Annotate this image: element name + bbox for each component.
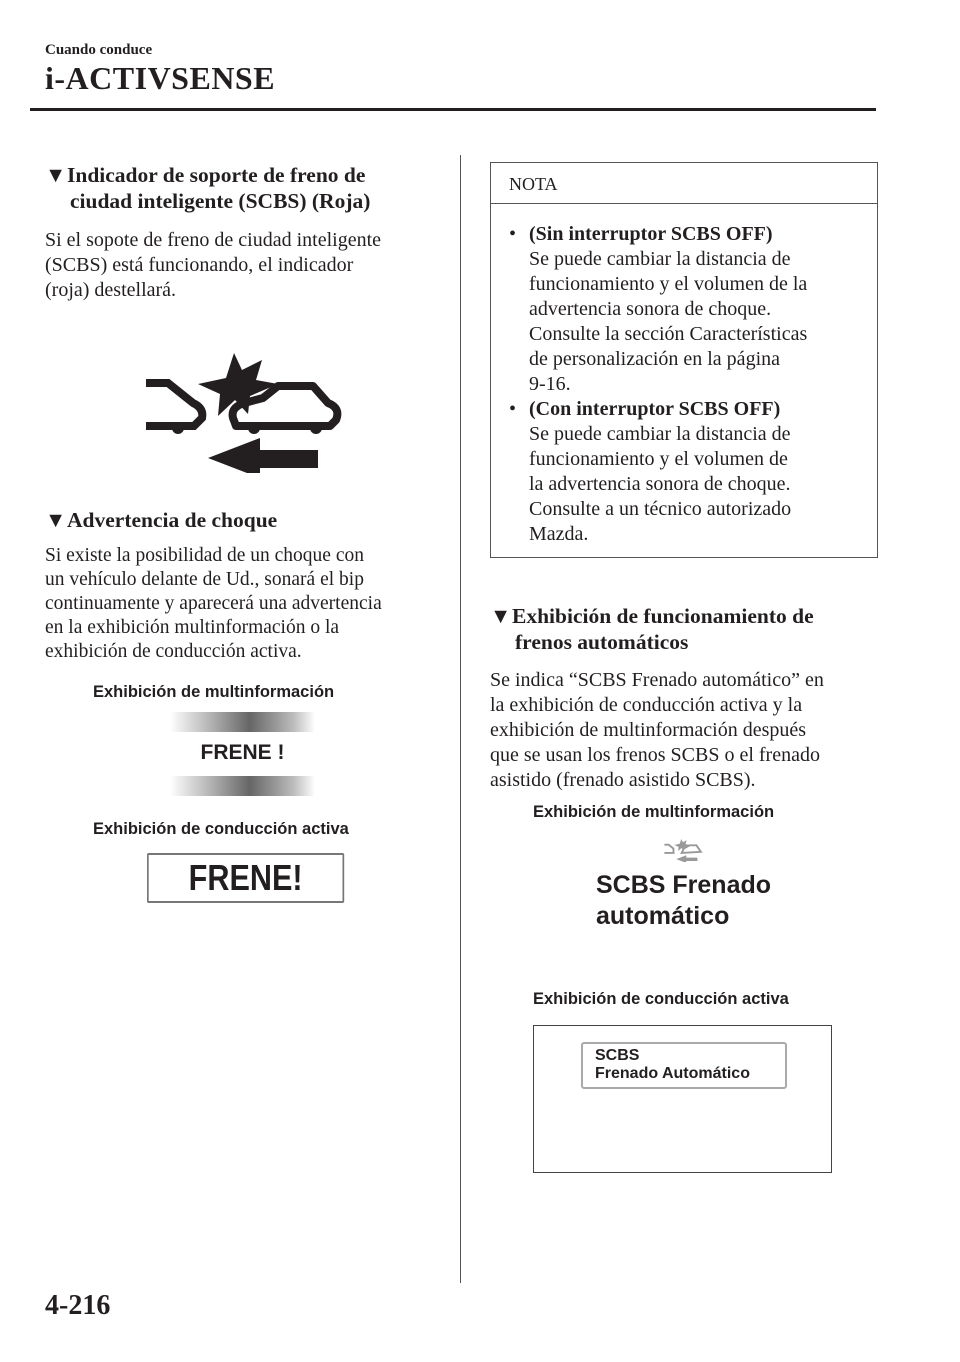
page-number: 4-216 xyxy=(45,1290,111,1321)
triangle-icon: ▼ xyxy=(45,163,67,187)
text-line: Se puede cambiar la distancia de xyxy=(529,248,791,270)
bullet-title: (Sin interruptor SCBS OFF) xyxy=(529,223,773,245)
note-bullet xyxy=(491,397,877,547)
note-title: NOTA xyxy=(491,163,877,204)
text-line: en la exhibición multinformación o la xyxy=(45,617,340,638)
text-line: asistido (frenado asistido SCBS). xyxy=(490,769,756,791)
column-divider xyxy=(460,155,461,1283)
text-line: la exhibición de conducción activa y la xyxy=(490,694,803,716)
text-line: automático xyxy=(596,902,730,930)
display-bar xyxy=(170,776,315,796)
active-display-frene: FRENE! xyxy=(147,853,344,903)
page-title: i-ACTIVSENSE xyxy=(45,60,276,96)
section-name: Cuando conduce xyxy=(45,42,153,58)
heading-line: Indicador de soporte de freno de xyxy=(67,163,366,187)
text-line: que se usan los frenos SCBS o el frenado xyxy=(490,744,820,766)
text-line: Si el sopote de freno de ciudad inteligente xyxy=(45,229,382,251)
multi-info-scbs xyxy=(596,870,771,932)
heading-line: ciudad inteligente (SCBS) (Roja) xyxy=(70,189,371,213)
text-line: de personalización en la página xyxy=(529,348,780,370)
text-line: Se puede cambiar la distancia de xyxy=(529,423,791,445)
text-line: Consulte a un técnico autorizado xyxy=(529,498,792,520)
text-line: exhibición de conducción activa. xyxy=(45,641,302,662)
multi-info-frene: FRENE ! xyxy=(200,741,285,764)
paragraph-indicator xyxy=(45,228,381,303)
text-line: funcionamiento y el volumen de la xyxy=(529,273,808,295)
bullet-title: (Con interruptor SCBS OFF) xyxy=(529,398,781,420)
label-multi-info: Exhibición de multinformación xyxy=(93,683,335,701)
text-line: Frenado Automático xyxy=(595,1065,750,1082)
label-active-display-right: Exhibición de conducción activa xyxy=(533,990,789,1008)
text-line: Se indica “SCBS Frenado automático” en xyxy=(490,669,824,691)
heading-line: Exhibición de funcionamiento de xyxy=(512,604,814,628)
heading-scbs-indicator xyxy=(45,162,445,214)
display-bar xyxy=(170,712,315,732)
text-line: advertencia sonora de choque. xyxy=(529,298,772,320)
text-line: la advertencia sonora de choque. xyxy=(529,473,791,495)
text-line: SCBS Frenado xyxy=(596,871,772,899)
text-line: (SCBS) está funcionando, el indicador xyxy=(45,254,354,276)
text-line: SCBS xyxy=(595,1047,640,1064)
active-display-scbs xyxy=(581,1042,787,1089)
label-multi-info-right: Exhibición de multinformación xyxy=(533,803,775,821)
text-line: (roja) destellará. xyxy=(45,279,177,301)
heading-line: frenos automáticos xyxy=(515,630,689,654)
heading-text: Advertencia de choque xyxy=(67,508,278,532)
header-rule xyxy=(30,108,876,111)
heading-auto-brake xyxy=(490,603,814,655)
text-line: Si existe la posibilidad de un choque con xyxy=(45,545,364,566)
text-line: un vehículo delante de Ud., sonará el bip xyxy=(45,569,364,590)
text-line: Mazda. xyxy=(529,523,589,545)
triangle-icon: ▼ xyxy=(490,604,512,628)
text-line: exhibición de multinformación después xyxy=(490,719,807,741)
collision-warning-icon xyxy=(138,348,348,473)
text-line: Consulte la sección Características xyxy=(529,323,808,345)
paragraph-collision xyxy=(45,544,382,664)
text-line: funcionamiento y el volumen de xyxy=(529,448,788,470)
collision-small-icon xyxy=(662,838,704,862)
label-active-display: Exhibición de conducción activa xyxy=(93,820,349,838)
text-line: continuamente y aparecerá una advertencia xyxy=(45,593,382,614)
paragraph-auto-brake xyxy=(490,668,824,793)
note-bullet xyxy=(491,222,877,397)
bullet-icon: • xyxy=(509,398,517,420)
text-line: 9-16. xyxy=(529,373,571,395)
triangle-icon: ▼ xyxy=(45,508,67,532)
bullet-icon: • xyxy=(509,223,517,245)
heading-collision-warning xyxy=(45,507,277,533)
note-box xyxy=(490,162,878,558)
